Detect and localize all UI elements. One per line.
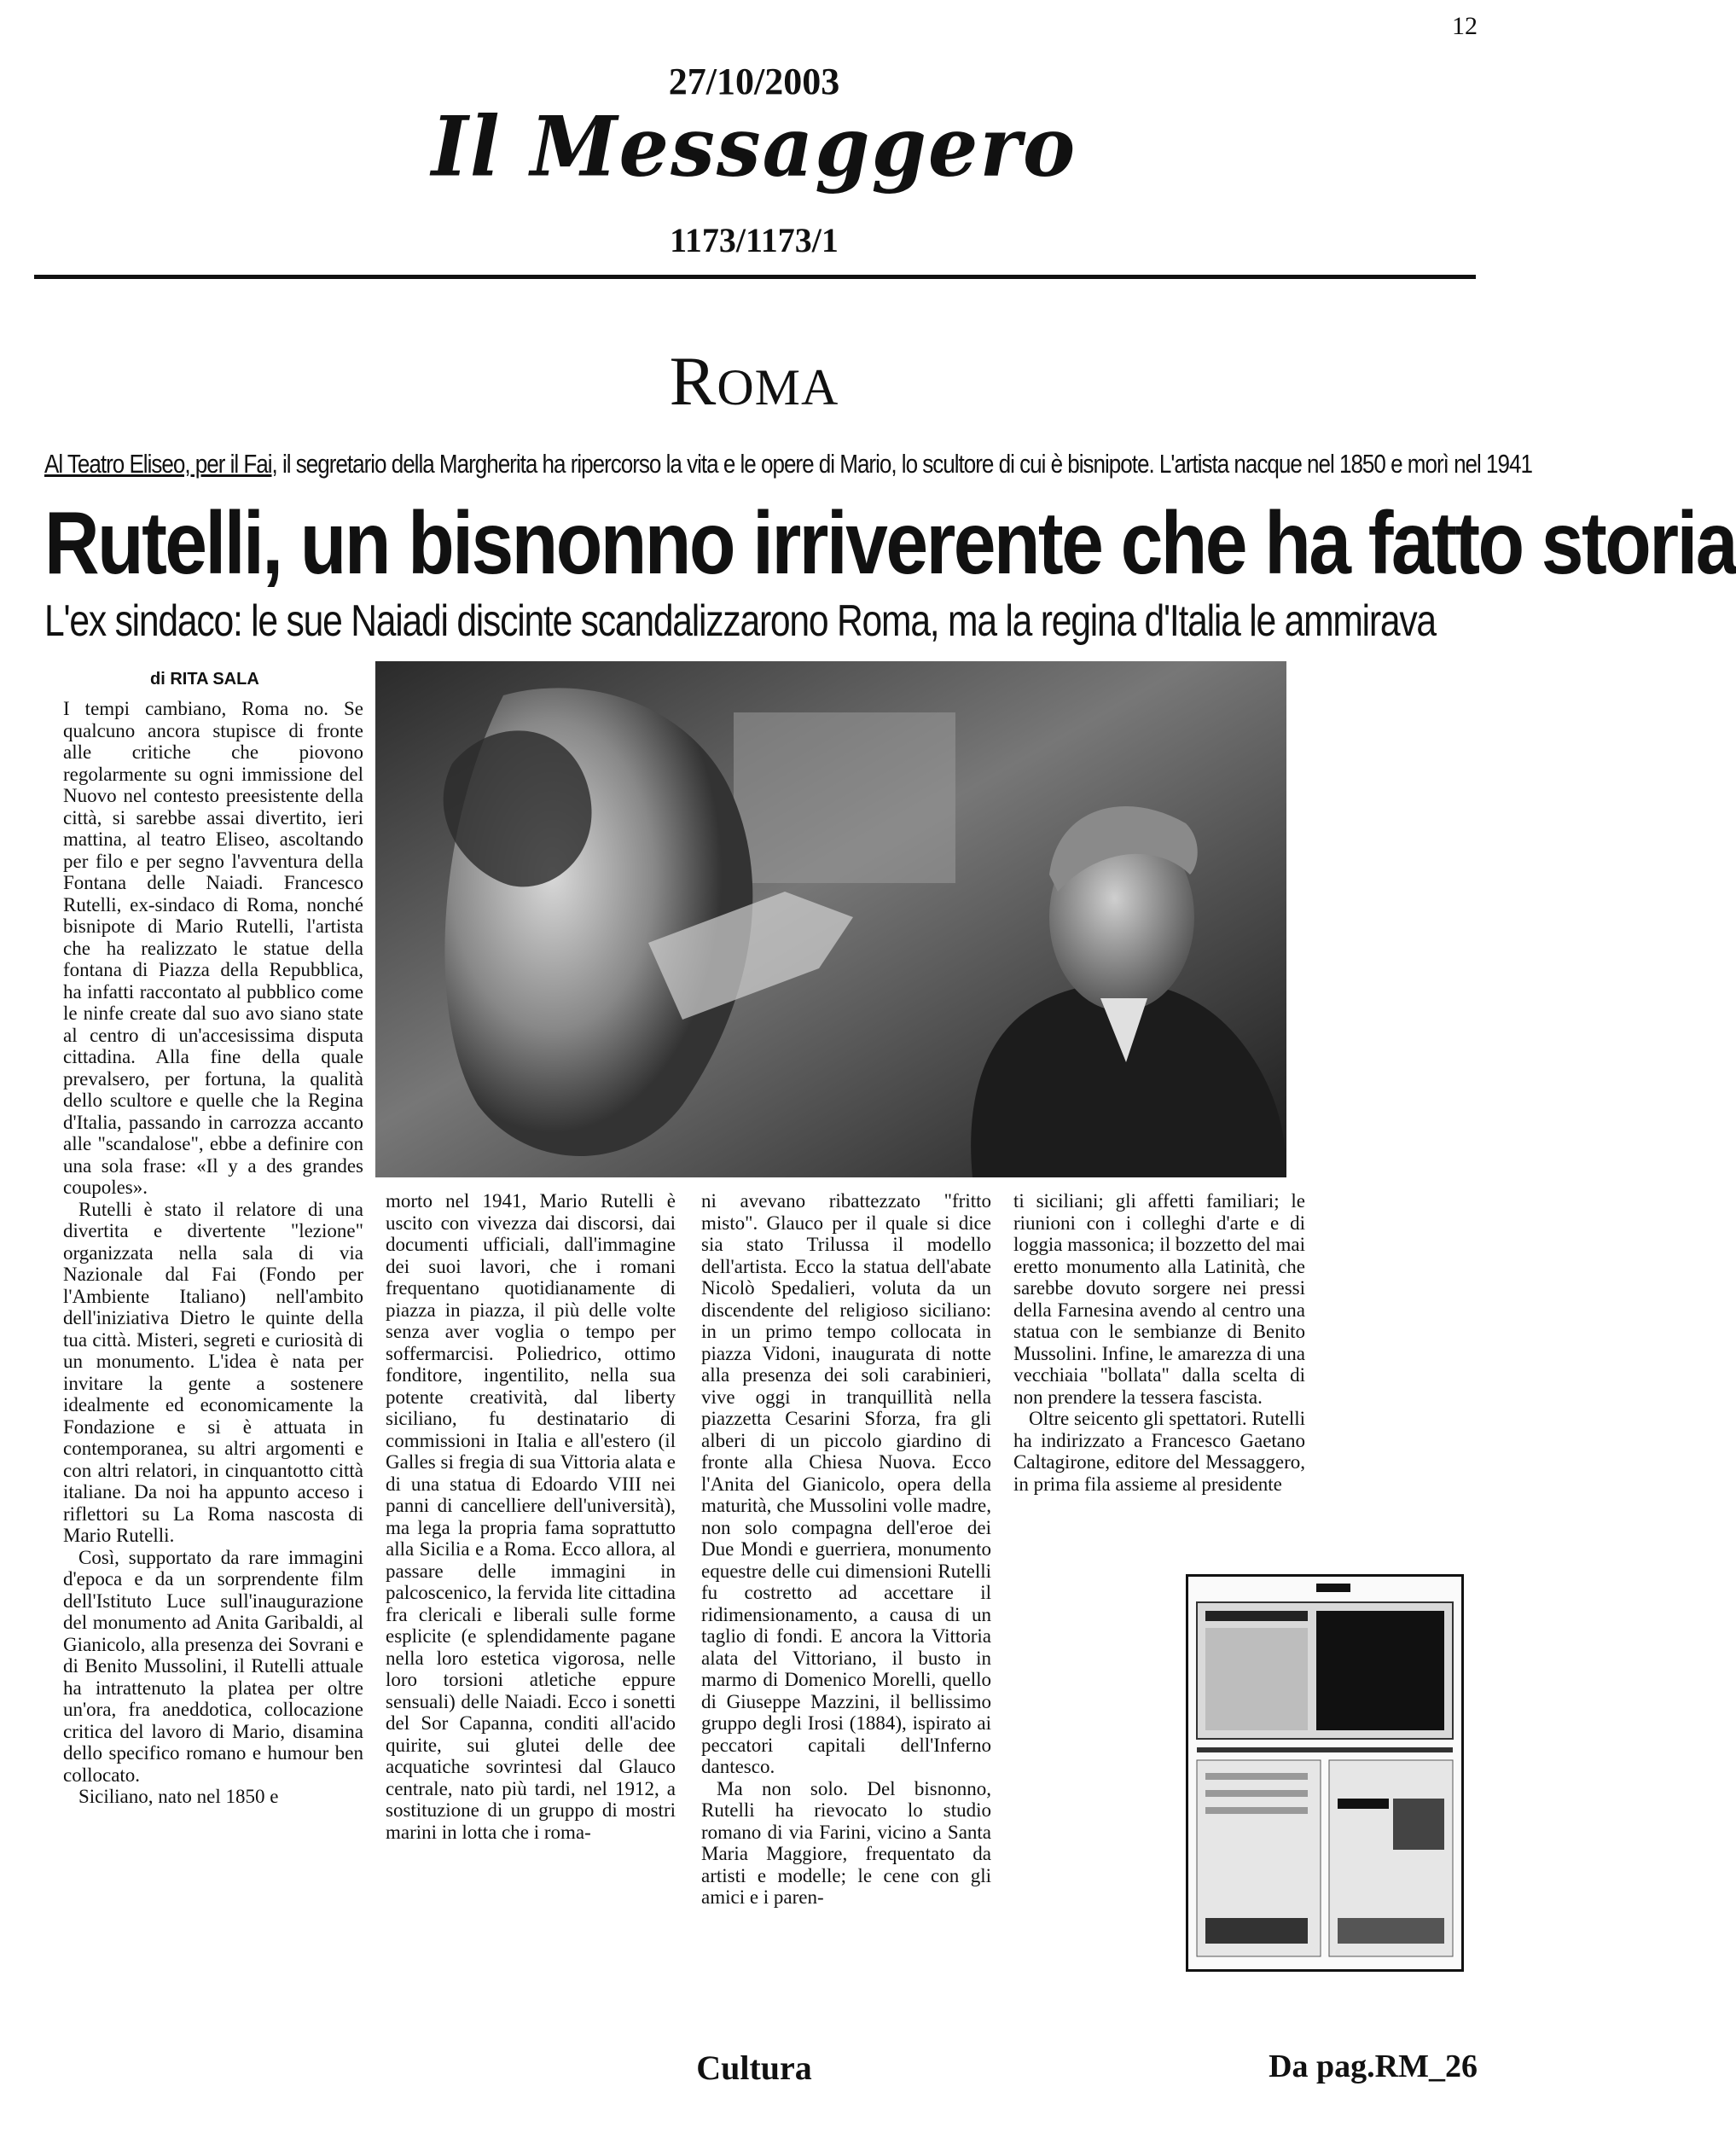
overline-rest: il segretario della Margherita ha ripercorso la vita e le opere di Mario, lo scultore di cui è bisnipote. L'artista nacque nel 1850 e morì nel 1941 bbox=[276, 449, 1532, 479]
article-headline: Rutelli, un bisnonno irriverente che ha fatto storia bbox=[44, 494, 1736, 593]
issue-date: 27/10/2003 bbox=[668, 61, 840, 102]
paragraph: Siciliano, nato nel 1850 e bbox=[78, 1786, 279, 1807]
section-title-initial: R bbox=[669, 342, 717, 420]
article-byline: di RITA SALA bbox=[150, 670, 259, 689]
overline-underlined: Al Teatro Eliseo, per il Fai, bbox=[44, 449, 277, 479]
article-subheadline: L'ex sindaco: le sue Naiadi discinte scandalizzarono Roma, ma la regina d'Italia le ammirava bbox=[44, 596, 1436, 646]
article-overline bbox=[44, 449, 1532, 479]
footer-section-label: Cultura bbox=[696, 2049, 812, 2087]
page-thumbnail bbox=[1186, 1574, 1464, 1972]
section-title bbox=[0, 341, 1508, 421]
paragraph: Rutelli è stato il relatore di una divertita e divertente "lezione" organizzata nella sala di via Nazionale dal Fai (Fondo per l'Ambiente Italiano) nell'ambito dell'iniziativa Dietro le quinte della tua città. Misteri, segreti e curiosità di un monumento. L'idea è nata per invitare la gente a sostenere idealmente ed economicamente la Fondazione e si è attuata in contemporanea, su altri argomenti e con altri relatori, in cinquantotto città italiane. Da noi ha appunto acceso i riflettori su La Roma nascosta di Mario Rutelli. bbox=[63, 1198, 363, 1546]
footer-page-reference: Da pag.RM_26 bbox=[1269, 2049, 1478, 2084]
article-photo bbox=[375, 661, 1286, 1177]
paragraph: ti siciliani; gli affetti familiari; le riunioni con i colleghi d'arte e di loggia massonica; il bozzetto del mai eretto monumento alla Latinità, che sarebbe dovuto sorgere nei pressi della Farnesina avendo al centro una statua con le sembianze di Benito Mussolini. Infine, le amarezza di una vecchiaia "bollata" dalla scelta di non prendere la tessera fascista. bbox=[1013, 1190, 1305, 1408]
paragraph: morto nel 1941, Mario Rutelli è uscito con vivezza dai discorsi, dai documenti ufficiali, dall'immagine dei suoi lavori, che i romani frequentano quotidianamente di piazza in piazza, il più delle volte senza aver voglia o tempo per soffermarcisi. Poliedrico, ottimo fonditore, ingentilito, nella sua potente creatività, dal liberty siciliano, fu destinatario di commissioni in Italia e all'estero (il Galles si fregia di sua Vittoria alata e di una statua di Edoardo VIII nei panni di cancelliere dell'università), ma lega la propria fama soprattutto alla Sicilia e a Roma. Ecco allora, al passare delle immagini in palcoscenico, la fervida lite cittadina fra clericali e liberali sulle forme esplicite (e splendidamente pagane nella loro estetica vigorosa, nelle loro torsioni atletiche eppure sensuali) delle Naiadi. Ecco i sonetti del Sor Capanna, conditi all'acido quirite, sui glutei delle dee acquatiche sovrintesi dal Glauco centrale, nato più tardi, nel 1912, a sostituzione di un gruppo di mostri marini in lotta che i roma- bbox=[386, 1190, 676, 1843]
section-title-rest: OMA bbox=[717, 359, 839, 416]
paragraph: ni avevano ribattezzato "fritto misto". Glauco per il quale si dice sia stato Trilussa il modello dell'artista. Ecco la statua dell'abate Nicolò Spedalieri, voluta da un discendente del religioso siciliano: in un primo tempo collocata in piazza Vidoni, inaugurata di notte alla presenza dei soli carabinieri, vive oggi in tranquillità nella piazzetta Cesarini Sforza, fra gli alberi di un piccolo giardino di fronte alla Chiesa Nuova. Ecco l'Anita del Gianicolo, opera della maturità, che Mussolini volle madre, non solo compagna dell'eroe dei Due Mondi e guerriera, monumento equestre delle cui dimensioni Rutelli fu costretto ad accettare il ridimensionamento, a causa di un taglio di fondi. E ancora la Vittoria alata del Vittoriano, il busto in marmo di Domenico Morelli, quello di Giuseppe Mazzini, il bellissimo gruppo degli Irosi (1884), ispirato ai peccatori capitali dell'Inferno dantesco. bbox=[701, 1190, 991, 1777]
paragraph: Oltre seicento gli spettatori. Rutelli ha indirizzato a Francesco Gaetano Caltagirone, editore del Messaggero, in prima fila assieme al presidente bbox=[1013, 1408, 1305, 1495]
paragraph: I tempi cambiano, Roma no. Se qualcuno ancora stupisce di fronte alle critiche che piovono regolarmente su ogni immissione del Nuovo nel contesto preesistente della città, si sarebbe assai divertito, ieri mattina, al teatro Eliseo, ascoltando per filo e per segno l'avventura della Fontana delle Naiadi. Francesco Rutelli, ex-sindaco di Roma, nonché bisnipote di Mario Rutelli, l'artista che ha realizzato le statue della fontana di Piazza della Repubblica, ha infatti raccontato al pubblico come le ninfe create dal suo avo siano state al centro di un'accesissima disputa cittadina. Alla fine della quale prevalsero, per fortuna, la qualità dello scultore e quelle che la Regina d'Italia, passando in carrozza accanto alle "scandalose", ebbe a definire con una sola frase: «Il y a des grandes coupoles». bbox=[63, 698, 363, 1198]
article-column-2 bbox=[386, 1190, 676, 1843]
page-number: 12 bbox=[1452, 12, 1478, 40]
paragraph: Ma non solo. Del bisnonno, Rutelli ha rievocato lo studio romano di via Farini, vicino a Santa Maria Maggiore, frequentato da artisti e modelle; le cene con gli amici e i paren- bbox=[701, 1777, 991, 1908]
article-column-1 bbox=[63, 698, 363, 1808]
article-column-4 bbox=[1013, 1190, 1305, 1495]
article-column-3 bbox=[701, 1190, 991, 1909]
paragraph: Così, supportato da rare immagini d'epoca e da un sorprendente film dell'Istituto Luce sull'inaugurazione del monumento ad Anita Garibaldi, al Gianicolo, alla presenza dei Sovrani e di Benito Mussolini, il Rutelli attuale ha intrattenuto la platea per oltre un'ora, fra aneddotica, collocazione critica del lavoro di Mario, disamina dello specifico romano e humour ben collocato. bbox=[63, 1546, 363, 1786]
header-divider bbox=[34, 275, 1476, 279]
clip-code: 1173/1173/1 bbox=[670, 221, 839, 259]
newspaper-masthead: Il Messaggero bbox=[431, 98, 1077, 195]
